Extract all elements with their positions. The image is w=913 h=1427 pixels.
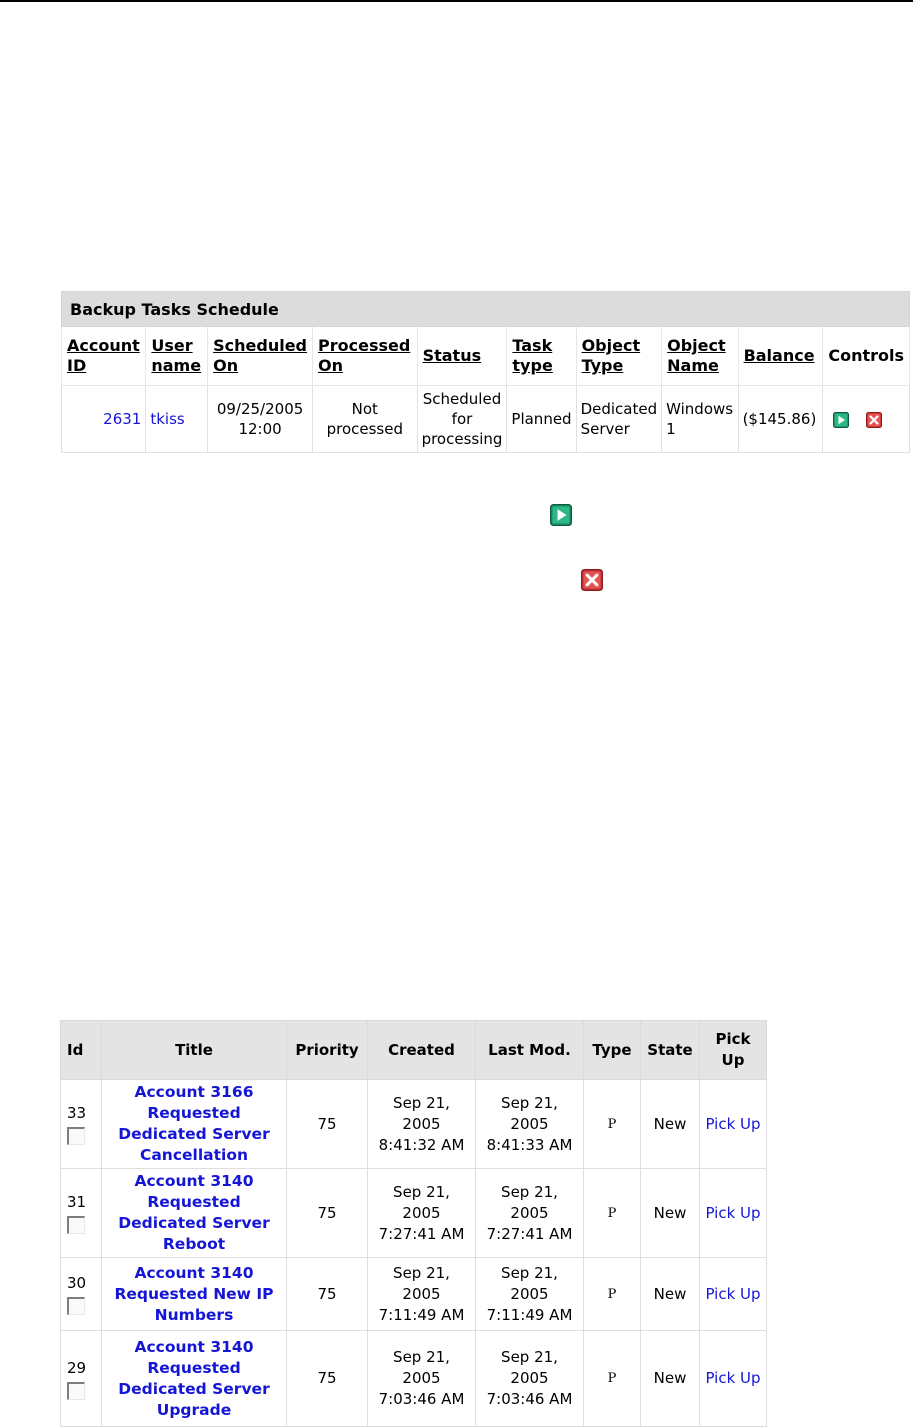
ticket-title-link[interactable]: Account 3140 Requested New IP Numbers [102, 1258, 287, 1331]
ticket-state: New [641, 1258, 700, 1331]
table-row [61, 1258, 767, 1331]
sort-object-type[interactable]: Object Type [576, 327, 662, 386]
user-name-link[interactable]: tkiss [146, 386, 208, 453]
account-id-link[interactable]: 2631 [62, 386, 146, 453]
table-row [61, 1331, 767, 1427]
header-type: Type [584, 1021, 641, 1080]
ticket-id: 33 [67, 1104, 87, 1122]
task-type-value: Planned [507, 386, 576, 453]
ticket-type: P [584, 1331, 641, 1427]
ticket-id-cell [61, 1258, 102, 1331]
header-created: Created [368, 1021, 476, 1080]
header-priority: Priority [287, 1021, 368, 1080]
ticket-created: Sep 21, 2005 7:03:46 AM [368, 1331, 476, 1427]
ticket-type: P [584, 1258, 641, 1331]
sort-scheduled-on[interactable]: Scheduled On [208, 327, 313, 386]
ticket-last-mod: Sep 21, 2005 7:03:46 AM [476, 1331, 584, 1427]
delete-icon [581, 569, 603, 591]
ticket-checkbox[interactable] [67, 1297, 85, 1315]
ticket-type: P [584, 1080, 641, 1169]
backup-row [62, 386, 910, 453]
sort-balance[interactable]: Balance [738, 327, 823, 386]
ticket-id: 30 [67, 1274, 87, 1292]
delete-icon[interactable] [866, 412, 882, 428]
controls-cell [823, 386, 910, 453]
pick-up-link[interactable]: Pick Up [700, 1331, 767, 1427]
ticket-priority: 75 [287, 1080, 368, 1169]
ticket-id: 31 [67, 1193, 87, 1211]
tickets-table [60, 1020, 767, 1427]
ticket-checkbox[interactable] [67, 1216, 85, 1234]
status-value: Scheduled for processing [417, 386, 507, 453]
ticket-created: Sep 21, 2005 8:41:32 AM [368, 1080, 476, 1169]
sort-object-name[interactable]: Object Name [662, 327, 738, 386]
ticket-title-link[interactable]: Account 3140 Requested Dedicated Server Upgrade [102, 1331, 287, 1427]
ticket-checkbox[interactable] [67, 1382, 85, 1400]
scheduled-on-value: 09/25/2005 12:00 [208, 386, 313, 453]
ticket-type: P [584, 1169, 641, 1258]
top-divider [0, 0, 913, 2]
ticket-priority: 75 [287, 1258, 368, 1331]
ticket-id-cell [61, 1169, 102, 1258]
ticket-last-mod: Sep 21, 2005 8:41:33 AM [476, 1080, 584, 1169]
header-last-mod: Last Mod. [476, 1021, 584, 1080]
ticket-id-cell [61, 1331, 102, 1427]
ticket-last-mod: Sep 21, 2005 7:11:49 AM [476, 1258, 584, 1331]
header-pick-up: Pick Up [700, 1021, 767, 1080]
ticket-checkbox[interactable] [67, 1127, 85, 1145]
backup-tasks-table [61, 291, 910, 453]
table-row [61, 1080, 767, 1169]
ticket-state: New [641, 1169, 700, 1258]
sort-user-name[interactable]: User name [146, 327, 208, 386]
controls-header: Controls [823, 327, 910, 386]
balance-value: ($145.86) [738, 386, 823, 453]
table-row [61, 1169, 767, 1258]
ticket-priority: 75 [287, 1169, 368, 1258]
header-state: State [641, 1021, 700, 1080]
object-type-value: Dedicated Server [576, 386, 662, 453]
ticket-id: 29 [67, 1358, 87, 1377]
tickets-header-row [61, 1021, 767, 1080]
sort-account-id[interactable]: Account ID [62, 327, 146, 386]
ticket-created: Sep 21, 2005 7:11:49 AM [368, 1258, 476, 1331]
backup-table-caption: Backup Tasks Schedule [62, 292, 910, 327]
ticket-last-mod: Sep 21, 2005 7:27:41 AM [476, 1169, 584, 1258]
header-title: Title [102, 1021, 287, 1080]
pick-up-link[interactable]: Pick Up [700, 1080, 767, 1169]
pick-up-link[interactable]: Pick Up [700, 1258, 767, 1331]
run-icon[interactable] [833, 412, 849, 428]
processed-on-value: Not processed [313, 386, 418, 453]
pick-up-link[interactable]: Pick Up [700, 1169, 767, 1258]
ticket-title-link[interactable]: Account 3166 Requested Dedicated Server Cancellation [102, 1080, 287, 1169]
sort-task-type[interactable]: Task type [507, 327, 576, 386]
ticket-title-link[interactable]: Account 3140 Requested Dedicated Server Reboot [102, 1169, 287, 1258]
header-id: Id [61, 1021, 102, 1080]
object-name-value: Windows 1 [662, 386, 738, 453]
ticket-state: New [641, 1080, 700, 1169]
run-icon [550, 504, 572, 526]
ticket-priority: 75 [287, 1331, 368, 1427]
ticket-created: Sep 21, 2005 7:27:41 AM [368, 1169, 476, 1258]
sort-status[interactable]: Status [417, 327, 507, 386]
ticket-id-cell [61, 1080, 102, 1169]
sort-processed-on[interactable]: Processed On [313, 327, 418, 386]
backup-header-row [62, 327, 910, 386]
ticket-state: New [641, 1331, 700, 1427]
